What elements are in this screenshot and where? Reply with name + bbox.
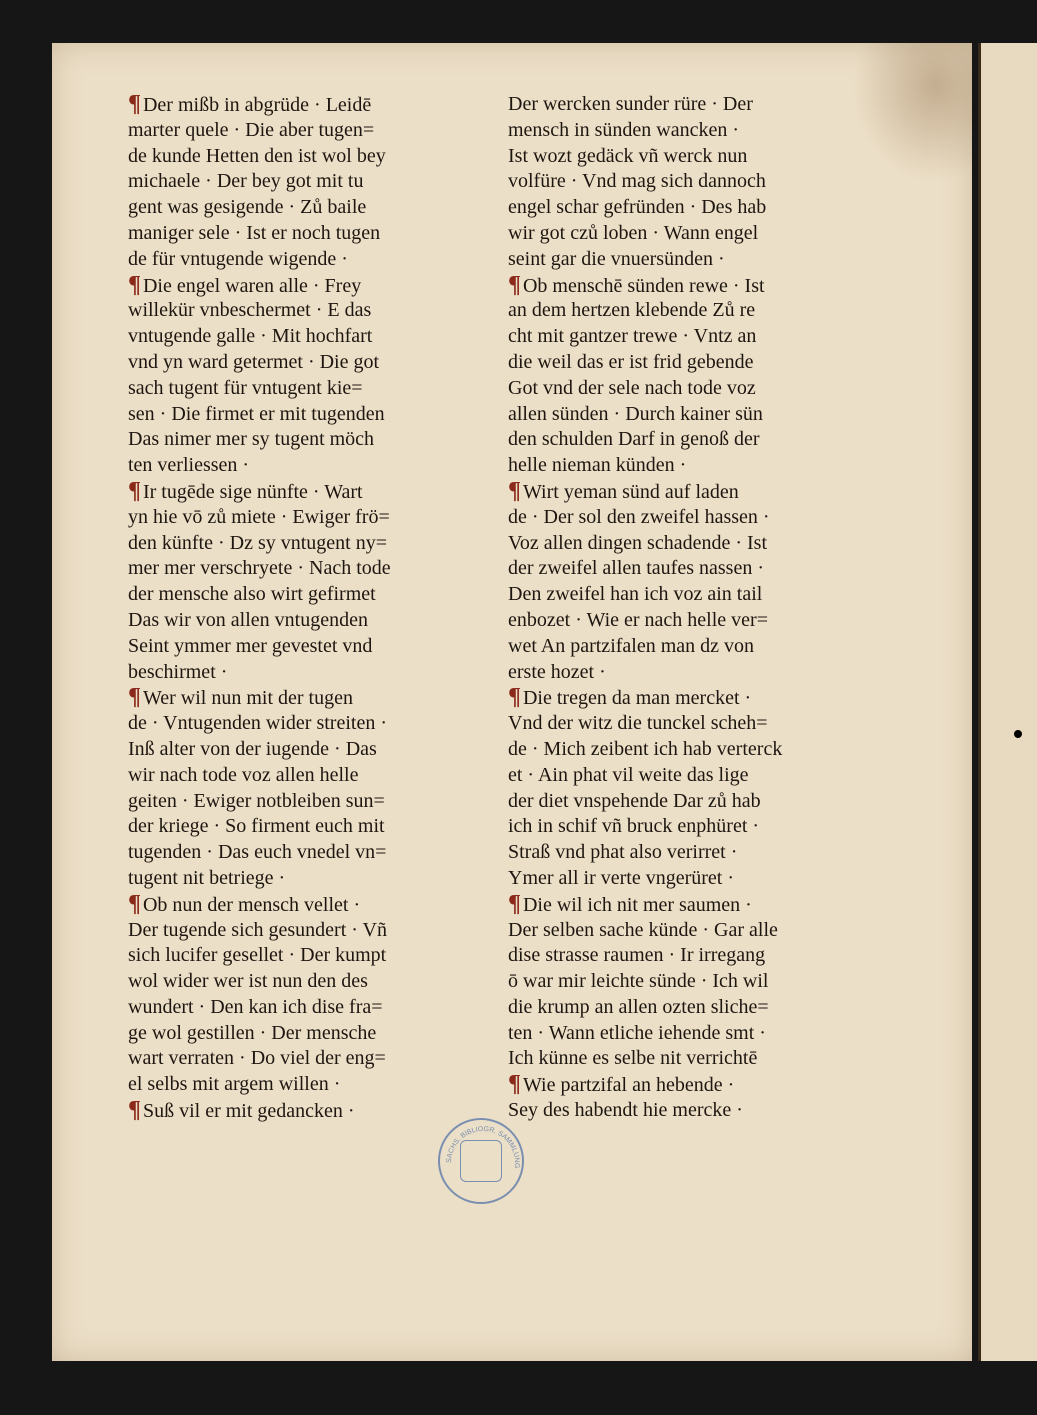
text-line-content: vnd yn ward getermet · Die got: [128, 350, 380, 373]
text-line-content: volfüre · Vnd mag sich dannoch: [508, 170, 766, 193]
text-line-content: helle nieman künden ·: [508, 454, 687, 477]
text-line: [128, 298, 498, 324]
text-line: [128, 350, 498, 376]
text-line: [128, 221, 498, 247]
text-line-content: ten · Wann etliche iehende smt ·: [508, 1021, 766, 1044]
text-line-content: Den zweifel han ich voz ain tail: [508, 583, 763, 606]
text-line-content: Ob menschē sünden rewe · Ist: [522, 274, 765, 297]
text-line-content: Das nimer mer sy tugent möch: [128, 428, 375, 451]
text-line-content: Die tregen da man mercket ·: [522, 687, 752, 710]
text-line-content: Ir tugēde sige nünfte · Wart: [142, 480, 363, 503]
text-line: [128, 685, 498, 711]
text-line-content: erste hozet ·: [508, 660, 606, 683]
text-line-content: wir got czů loben · Wann engel: [508, 221, 759, 244]
text-line: [128, 814, 498, 840]
text-line-content: Ymer all ir verte vngerüret ·: [508, 866, 735, 889]
text-line: [128, 324, 498, 350]
text-line-content: der diet vnspehende Dar zů hab: [508, 789, 761, 812]
text-line: [128, 92, 498, 118]
text-line-content: Wie partzifal an hebende ·: [522, 1074, 735, 1097]
text-line: [508, 582, 888, 608]
text-line-content: Ob nun der mensch vellet ·: [142, 893, 361, 916]
text-line: [508, 634, 888, 660]
text-line-content: engel schar gefründen · Des hab: [508, 196, 767, 219]
text-line: [508, 221, 888, 247]
text-line-content: an dem hertzen klebende Zů re: [508, 299, 756, 322]
paragraph-mark-icon: ¶: [128, 477, 141, 504]
text-line: [508, 918, 888, 944]
library-stamp: [438, 1118, 524, 1204]
text-line-content: Wirt yeman sünd auf laden: [522, 480, 739, 503]
text-line-content: sich lucifer gesellet · Der kumpt: [128, 944, 387, 967]
text-line-content: marter quele · Die aber tugen=: [128, 118, 375, 141]
text-line-content: Ich künne es selbe nit verrichtē: [508, 1047, 758, 1070]
text-line: [508, 92, 888, 118]
text-line-content: Voz allen dingen schadende · Ist: [508, 531, 767, 554]
text-line: [128, 582, 498, 608]
text-line: [508, 453, 888, 479]
text-line-content: Suß vil er mit gedancken ·: [142, 1100, 355, 1123]
left-text-column: [128, 92, 498, 1124]
text-line: [508, 1021, 888, 1047]
text-line-content: el selbs mit argem willen ·: [128, 1073, 341, 1096]
text-line-content: willekür vnbeschermet · E das: [128, 299, 372, 322]
text-line-content: Got vnd der sele nach tode voz: [508, 376, 756, 399]
text-line: [128, 402, 498, 428]
text-line: [508, 144, 888, 170]
paragraph-mark-icon: ¶: [508, 684, 521, 711]
text-line: [128, 273, 498, 299]
text-line: [508, 169, 888, 195]
text-line: [128, 169, 498, 195]
text-line: [128, 866, 498, 892]
text-line-content: die weil das er ist frid gebende: [508, 350, 754, 373]
text-line: [508, 195, 888, 221]
text-line-content: seint gar die vnuersünden ·: [508, 247, 725, 270]
text-line: [508, 892, 888, 918]
text-line: [128, 969, 498, 995]
text-line: [508, 350, 888, 376]
text-line: [128, 556, 498, 582]
text-line-content: cht mit gantzer trewe · Vntz an: [508, 325, 757, 348]
text-line: [128, 427, 498, 453]
text-line: [128, 634, 498, 660]
text-line-content: et · Ain phat vil weite das lige: [508, 763, 749, 786]
paragraph-mark-icon: ¶: [128, 684, 141, 711]
text-line-content: geiten · Ewiger notbleiben sun=: [128, 789, 385, 812]
text-line-content: de für vntugende wigende ·: [128, 247, 348, 270]
text-line: [508, 840, 888, 866]
text-line: [508, 763, 888, 789]
text-line: [508, 531, 888, 557]
text-line-content: mer mer verschryete · Nach tode: [128, 557, 391, 580]
text-line: [128, 789, 498, 815]
text-line: [128, 247, 498, 273]
paragraph-mark-icon: ¶: [508, 1071, 521, 1098]
text-line-content: tugenden · Das euch vnedel vn=: [128, 841, 387, 864]
text-line: [508, 737, 888, 763]
text-line: [128, 453, 498, 479]
text-line: [508, 556, 888, 582]
text-line-content: de · Mich zeibent ich hab verterck: [508, 737, 783, 760]
text-line: [128, 943, 498, 969]
marker-dot: [1014, 730, 1022, 738]
text-line: [508, 995, 888, 1021]
text-line-content: die krump an allen ozten sliche=: [508, 995, 769, 1018]
text-line-content: ich in schif vñ bruck enphüret ·: [508, 815, 760, 838]
text-line-content: maniger sele · Ist er noch tugen: [128, 221, 381, 244]
text-line-content: allen sünden · Durch kainer sün: [508, 402, 763, 425]
text-line-content: Die wil ich nit mer saumen ·: [522, 893, 752, 916]
text-line: [128, 144, 498, 170]
text-line: [128, 1072, 498, 1098]
text-line: [508, 943, 888, 969]
text-line-content: Die engel waren alle · Frey: [142, 274, 362, 297]
text-line: [508, 789, 888, 815]
text-line: [508, 505, 888, 531]
paragraph-mark-icon: ¶: [128, 1097, 141, 1124]
text-line: [128, 531, 498, 557]
text-line-content: de · Vntugenden wider streiten ·: [128, 712, 387, 735]
text-line: [128, 918, 498, 944]
text-line: [128, 660, 498, 686]
facing-page-edge: [978, 43, 1037, 1361]
text-line-content: Der mißb in abgrüde · Leidē: [142, 94, 372, 116]
text-line: [128, 1021, 498, 1047]
text-line-content: der mensche also wirt gefirmet: [128, 583, 376, 606]
text-line-content: ten verliessen ·: [128, 454, 250, 477]
text-line-content: wundert · Den kan ich dise fra=: [128, 995, 383, 1018]
text-line: [508, 866, 888, 892]
text-line: [508, 969, 888, 995]
text-line: [128, 608, 498, 634]
paragraph-mark-icon: ¶: [128, 91, 141, 117]
text-line-content: sach tugent für vntugent kie=: [128, 376, 363, 399]
text-line-content: dise strasse raumen · Ir irregang: [508, 944, 766, 967]
text-line: [128, 479, 498, 505]
text-line: [508, 118, 888, 144]
text-line: [128, 995, 498, 1021]
text-line-content: wol wider wer ist nun den des: [128, 970, 368, 993]
text-line: [508, 1046, 888, 1072]
text-line-content: Der wercken sunder rüre · Der: [508, 93, 753, 115]
text-line: [508, 479, 888, 505]
text-line-content: de · Der sol den zweifel hassen ·: [508, 505, 770, 528]
paragraph-mark-icon: ¶: [128, 890, 141, 917]
text-line-content: de kunde Hetten den ist wol bey: [128, 144, 386, 167]
text-line-content: Das wir von allen vntugenden: [128, 608, 368, 631]
text-line: [508, 324, 888, 350]
text-line-content: enbozet · Wie er nach helle ver=: [508, 608, 768, 631]
text-line: [508, 376, 888, 402]
text-line-content: Der selben sache künde · Gar alle: [508, 918, 778, 941]
text-line-content: sen · Die firmet er mit tugenden: [128, 402, 385, 425]
text-line-content: Ist wozt gedäck vñ werck nun: [508, 144, 748, 167]
text-line-content: tugent nit betriege ·: [128, 866, 286, 889]
text-line-content: der zweifel allen taufes nassen ·: [508, 557, 764, 580]
text-line: [508, 402, 888, 428]
text-line: [508, 1098, 888, 1124]
text-line: [128, 1046, 498, 1072]
text-line-content: Vnd der witz die tunckel scheh=: [508, 712, 768, 735]
text-line: [128, 892, 498, 918]
text-line: [508, 427, 888, 453]
svg-text:SACHS. BIBLIOGR. SAMMLUNG: SACHS. BIBLIOGR. SAMMLUNG: [445, 1125, 521, 1169]
text-line: [128, 737, 498, 763]
text-line-content: wart verraten · Do viel der eng=: [128, 1047, 386, 1070]
text-line: [508, 608, 888, 634]
text-line-content: Sey des habendt hie mercke ·: [508, 1099, 743, 1122]
text-line-content: wir nach tode voz allen helle: [128, 763, 359, 786]
text-line: [128, 711, 498, 737]
text-line: [128, 505, 498, 531]
text-line-content: wet An partzifalen man dz von: [508, 634, 755, 657]
text-line: [508, 814, 888, 840]
text-line: [508, 660, 888, 686]
text-line: [128, 840, 498, 866]
text-line-content: Straß vnd phat also verirret ·: [508, 841, 738, 864]
text-line-content: ge wol gestillen · Der mensche: [128, 1021, 377, 1044]
text-line-content: Inß alter von der iugende · Das: [128, 737, 377, 760]
text-line: [508, 247, 888, 273]
text-line: [508, 685, 888, 711]
text-line: [128, 118, 498, 144]
text-line-content: gent was gesigende · Zů baile: [128, 196, 367, 219]
right-text-column: [508, 92, 888, 1124]
text-line-content: ō war mir leichte sünde · Ich wil: [508, 970, 769, 993]
text-line-content: mensch in sünden wancken ·: [508, 118, 740, 141]
text-line: [128, 195, 498, 221]
paragraph-mark-icon: ¶: [508, 890, 521, 917]
text-line-content: Wer wil nun mit der tugen: [142, 687, 353, 710]
text-line-content: der kriege · So firment euch mit: [128, 815, 385, 838]
text-line-content: Seint ymmer mer gevestet vnd: [128, 634, 373, 657]
text-line-content: beschirmet ·: [128, 660, 228, 683]
stamp-coat-of-arms: [460, 1140, 502, 1182]
paragraph-mark-icon: ¶: [508, 477, 521, 504]
text-line-content: vntugende galle · Mit hochfart: [128, 325, 373, 348]
text-line: [128, 376, 498, 402]
text-line-content: yn hie vō zů miete · Ewiger frö=: [128, 505, 390, 528]
text-line-content: Der tugende sich gesundert · Vñ: [128, 918, 388, 941]
text-line-content: den schulden Darf in genoß der: [508, 428, 760, 451]
text-line: [508, 273, 888, 299]
text-line: [508, 1072, 888, 1098]
text-line: [128, 763, 498, 789]
text-line-content: den künfte · Dz sy vntugent ny=: [128, 531, 388, 554]
paragraph-mark-icon: ¶: [128, 271, 141, 298]
text-line-content: michaele · Der bey got mit tu: [128, 170, 364, 193]
paragraph-mark-icon: ¶: [508, 271, 521, 298]
text-line: [508, 298, 888, 324]
text-line: [508, 711, 888, 737]
